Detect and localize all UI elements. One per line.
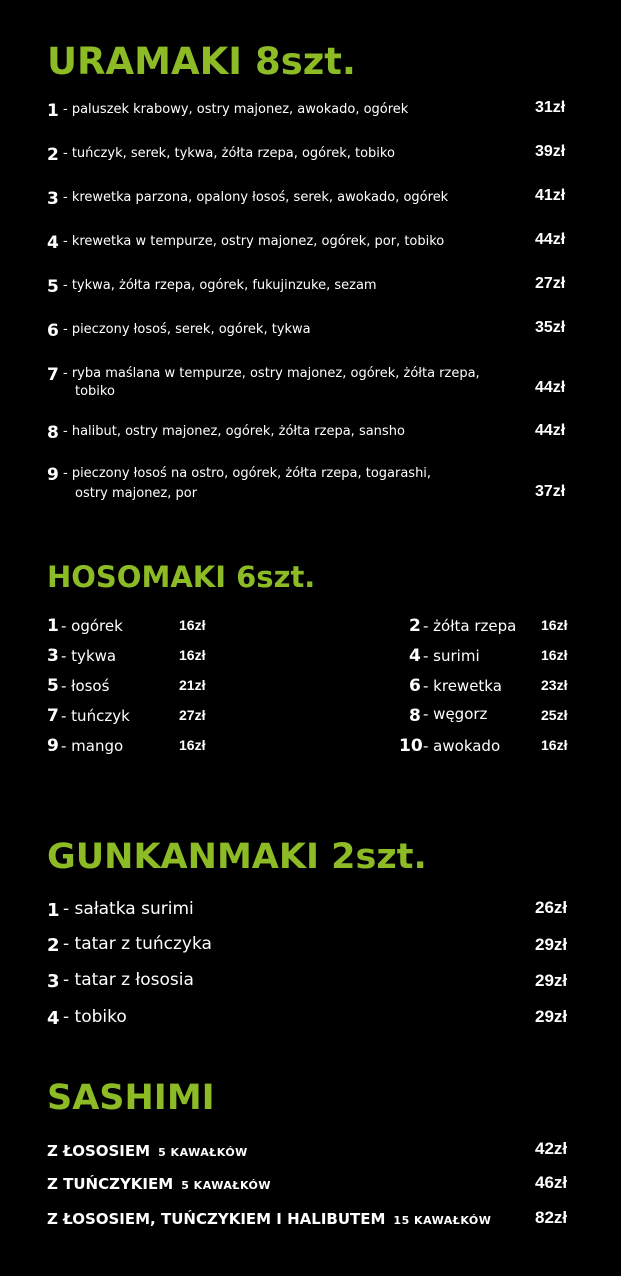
sashimi-item-quantity: 15 KAWAŁKÓW xyxy=(393,1214,492,1227)
uramaki-item-number: 8 xyxy=(47,423,59,443)
sashimi-item-quantity: 5 KAWAŁKÓW xyxy=(158,1146,248,1159)
uramaki-item-price: 44zł xyxy=(535,422,566,439)
sashimi-item-price: 42zł xyxy=(535,1139,568,1158)
hosomaki-item-price: 23zł xyxy=(541,677,568,693)
uramaki-item-description: - pieczony łosoś, serek, ogórek, tykwa xyxy=(63,322,311,337)
hosomaki-item-name: - żółta rzepa xyxy=(423,617,517,635)
hosomaki-item-price: 27zł xyxy=(179,707,206,723)
uramaki-item-description-continued: ostry majonez, por xyxy=(75,486,198,501)
gunkanmaki-item-description: - tatar z łososia xyxy=(63,970,194,990)
gunkanmaki-item-price: 29zł xyxy=(535,1007,568,1026)
gunkanmaki-item-description: - tobiko xyxy=(63,1007,127,1027)
sashimi-item-label: Z ŁOSOSIEM, TUŃCZYKIEM I HALIBUTEM xyxy=(47,1210,386,1228)
gunkanmaki-item-price: 29zł xyxy=(535,935,568,954)
hosomaki-item-name: - surimi xyxy=(423,647,480,665)
gunkanmaki-item-number: 4 xyxy=(47,1008,60,1029)
gunkanmaki-item-description: - tatar z tuńczyka xyxy=(63,934,212,954)
uramaki-item-description: - tuńczyk, serek, tykwa, żółta rzepa, ogórek, tobiko xyxy=(63,146,395,161)
hosomaki-item-number: 4 xyxy=(409,646,421,666)
hosomaki-item-number: 6 xyxy=(409,676,421,696)
hosomaki-item-name: - tuńczyk xyxy=(61,707,130,725)
hosomaki-item-number: 9 xyxy=(47,736,59,756)
uramaki-item-price: 41zł xyxy=(535,187,566,204)
hosomaki-item-name: - krewetka xyxy=(423,677,502,695)
uramaki-item-price: 31zł xyxy=(535,99,566,116)
uramaki-item-number: 6 xyxy=(47,321,59,341)
hosomaki-item-number: 7 xyxy=(47,706,59,726)
uramaki-item-number: 3 xyxy=(47,189,59,209)
sashimi-item-label: Z ŁOSOSIEM xyxy=(47,1142,151,1160)
gunkanmaki-item-price: 29zł xyxy=(535,971,568,990)
hosomaki-item-name: - tykwa xyxy=(61,647,117,665)
gunkanmaki-item-number: 2 xyxy=(47,935,60,956)
hosomaki-item-name: - mango xyxy=(61,737,124,755)
sashimi-item-quantity: 5 KAWAŁKÓW xyxy=(181,1179,271,1192)
hosomaki-item-price: 16zł xyxy=(541,647,568,663)
uramaki-item-description: - halibut, ostry majonez, ogórek, żółta rzepa, sansho xyxy=(63,424,405,439)
hosomaki-item-price: 16zł xyxy=(179,617,206,633)
hosomaki-item-price: 16zł xyxy=(541,737,568,753)
uramaki-item-description: - paluszek krabowy, ostry majonez, awokado, ogórek xyxy=(63,102,409,117)
uramaki-item-number: 2 xyxy=(47,145,59,165)
uramaki-item-number: 1 xyxy=(47,101,59,121)
hosomaki-item-name: - łosoś xyxy=(61,677,110,695)
hosomaki-item-name: - ogórek xyxy=(61,617,123,635)
uramaki-item-price: 37zł xyxy=(535,483,566,500)
sashimi-item-name xyxy=(47,1210,491,1228)
sashimi-item-name xyxy=(47,1142,248,1160)
hosomaki-item-number: 3 xyxy=(47,646,59,666)
uramaki-item-description: - ryba maślana w tempurze, ostry majonez, ogórek, żółta rzepa, xyxy=(63,366,480,381)
hosomaki-item-number: 8 xyxy=(409,706,421,726)
sashimi-item-price: 82zł xyxy=(535,1208,568,1227)
sashimi-item-name xyxy=(47,1175,271,1193)
section-title-sashimi: SASHIMI xyxy=(47,1078,215,1118)
section-title-uramaki: URAMAKI 8szt. xyxy=(47,40,356,83)
hosomaki-item-number: 1 xyxy=(47,616,59,636)
uramaki-item-number: 5 xyxy=(47,277,59,297)
hosomaki-item-price: 16zł xyxy=(541,617,568,633)
hosomaki-item-price: 21zł xyxy=(179,677,206,693)
section-title-hosomaki: HOSOMAKI 6szt. xyxy=(47,560,316,594)
uramaki-item-number: 7 xyxy=(47,365,59,385)
sashimi-item-label: Z TUŃCZYKIEM xyxy=(47,1175,174,1193)
uramaki-item-number: 4 xyxy=(47,233,59,253)
gunkanmaki-item-description: - sałatka surimi xyxy=(63,899,194,919)
uramaki-item-description: - pieczony łosoś na ostro, ogórek, żółta rzepa, togarashi, xyxy=(63,466,432,481)
gunkanmaki-item-number: 3 xyxy=(47,971,60,992)
gunkanmaki-item-number: 1 xyxy=(47,900,60,921)
uramaki-item-number: 9 xyxy=(47,465,59,485)
hosomaki-item-number: 5 xyxy=(47,676,59,696)
hosomaki-item-price: 16zł xyxy=(179,647,206,663)
uramaki-item-description: - krewetka parzona, opalony łosoś, serek, awokado, ogórek xyxy=(63,190,449,205)
uramaki-item-description-continued: tobiko xyxy=(75,384,115,399)
hosomaki-item-price: 16zł xyxy=(179,737,206,753)
sashimi-item-price: 46zł xyxy=(535,1173,568,1192)
uramaki-item-description: - tykwa, żółta rzepa, ogórek, fukujinzuke, sezam xyxy=(63,278,377,293)
uramaki-item-price: 35zł xyxy=(535,319,566,336)
hosomaki-item-name: - węgorz xyxy=(423,705,488,723)
section-title-gunkanmaki: GUNKANMAKI 2szt. xyxy=(47,837,427,877)
uramaki-item-price: 27zł xyxy=(535,275,566,292)
hosomaki-item-name: - awokado xyxy=(423,737,501,755)
hosomaki-item-number: 2 xyxy=(409,616,421,636)
uramaki-item-price: 39zł xyxy=(535,143,566,160)
gunkanmaki-item-price: 26zł xyxy=(535,898,568,917)
uramaki-item-description: - krewetka w tempurze, ostry majonez, ogórek, por, tobiko xyxy=(63,234,445,249)
uramaki-item-price: 44zł xyxy=(535,379,566,396)
hosomaki-item-number: 10 xyxy=(399,736,423,756)
hosomaki-item-price: 25zł xyxy=(541,707,568,723)
uramaki-item-price: 44zł xyxy=(535,231,566,248)
